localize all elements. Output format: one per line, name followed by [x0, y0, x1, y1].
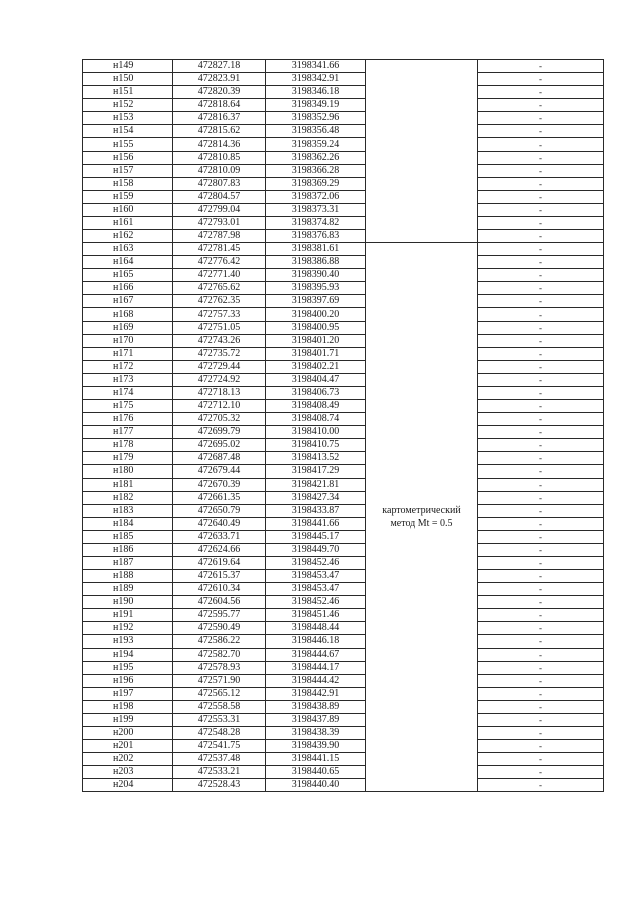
point-name-cell: н167	[83, 295, 173, 308]
x-coordinate-cell: 472781.45	[173, 243, 266, 256]
y-coordinate-cell: 3198439.90	[266, 740, 366, 753]
x-coordinate-cell: 472735.72	[173, 347, 266, 360]
point-name-cell: н196	[83, 674, 173, 687]
table-row	[83, 622, 604, 635]
x-coordinate-cell: 472695.02	[173, 439, 266, 452]
x-coordinate-cell: 472776.42	[173, 256, 266, 269]
x-coordinate-cell: 472679.44	[173, 465, 266, 478]
table-row	[83, 753, 604, 766]
x-coordinate-cell: 472533.21	[173, 766, 266, 779]
x-coordinate-cell: 472743.26	[173, 334, 266, 347]
y-coordinate-cell: 3198401.71	[266, 347, 366, 360]
point-name-cell: н194	[83, 648, 173, 661]
y-coordinate-cell: 3198408.49	[266, 400, 366, 413]
x-coordinate-cell: 472699.79	[173, 426, 266, 439]
x-coordinate-cell: 472724.92	[173, 373, 266, 386]
table-row	[83, 635, 604, 648]
description-cell: -	[478, 426, 604, 439]
point-name-cell: н159	[83, 190, 173, 203]
y-coordinate-cell: 3198401.20	[266, 334, 366, 347]
x-coordinate-cell: 472604.56	[173, 596, 266, 609]
table-row	[83, 596, 604, 609]
point-name-cell: н150	[83, 73, 173, 86]
table-row	[83, 543, 604, 556]
y-coordinate-cell: 3198342.91	[266, 73, 366, 86]
table-row	[83, 334, 604, 347]
description-cell: -	[478, 334, 604, 347]
description-cell: -	[478, 452, 604, 465]
y-coordinate-cell: 3198366.28	[266, 164, 366, 177]
table-row	[83, 400, 604, 413]
description-cell: -	[478, 556, 604, 569]
x-coordinate-cell: 472670.39	[173, 478, 266, 491]
description-cell: -	[478, 203, 604, 216]
x-coordinate-cell: 472537.48	[173, 753, 266, 766]
x-coordinate-cell: 472787.98	[173, 230, 266, 243]
table-row	[83, 360, 604, 373]
point-name-cell: н168	[83, 308, 173, 321]
x-coordinate-cell: 472624.66	[173, 543, 266, 556]
coordinates-table-body	[83, 60, 604, 792]
description-cell: -	[478, 308, 604, 321]
y-coordinate-cell: 3198413.52	[266, 452, 366, 465]
table-row	[83, 112, 604, 125]
x-coordinate-cell: 472718.13	[173, 386, 266, 399]
point-name-cell: н185	[83, 530, 173, 543]
description-cell: -	[478, 73, 604, 86]
table-row	[83, 504, 604, 517]
point-name-cell: н154	[83, 125, 173, 138]
description-cell: -	[478, 282, 604, 295]
table-row	[83, 583, 604, 596]
description-cell: -	[478, 269, 604, 282]
y-coordinate-cell: 3198444.17	[266, 661, 366, 674]
y-coordinate-cell: 3198449.70	[266, 543, 366, 556]
x-coordinate-cell: 472712.10	[173, 400, 266, 413]
y-coordinate-cell: 3198352.96	[266, 112, 366, 125]
point-name-cell: н153	[83, 112, 173, 125]
description-cell: -	[478, 713, 604, 726]
y-coordinate-cell: 3198372.06	[266, 190, 366, 203]
description-cell: -	[478, 740, 604, 753]
table-row	[83, 99, 604, 112]
description-cell: -	[478, 151, 604, 164]
x-coordinate-cell: 472548.28	[173, 726, 266, 739]
y-coordinate-cell: 3198441.15	[266, 753, 366, 766]
y-coordinate-cell: 3198417.29	[266, 465, 366, 478]
table-row	[83, 256, 604, 269]
table-row	[83, 648, 604, 661]
point-name-cell: н157	[83, 164, 173, 177]
y-coordinate-cell: 3198427.34	[266, 491, 366, 504]
table-row	[83, 726, 604, 739]
description-cell: -	[478, 687, 604, 700]
x-coordinate-cell: 472541.75	[173, 740, 266, 753]
point-name-cell: н162	[83, 230, 173, 243]
y-coordinate-cell: 3198356.48	[266, 125, 366, 138]
description-cell: -	[478, 478, 604, 491]
point-name-cell: н152	[83, 99, 173, 112]
description-cell: -	[478, 125, 604, 138]
table-row	[83, 452, 604, 465]
y-coordinate-cell: 3198445.17	[266, 530, 366, 543]
x-coordinate-cell: 472810.85	[173, 151, 266, 164]
y-coordinate-cell: 3198444.42	[266, 674, 366, 687]
table-row	[83, 216, 604, 229]
y-coordinate-cell: 3198400.20	[266, 308, 366, 321]
point-name-cell: н165	[83, 269, 173, 282]
y-coordinate-cell: 3198448.44	[266, 622, 366, 635]
x-coordinate-cell: 472793.01	[173, 216, 266, 229]
point-name-cell: н174	[83, 386, 173, 399]
point-name-cell: н184	[83, 517, 173, 530]
table-row	[83, 151, 604, 164]
x-coordinate-cell: 472827.18	[173, 60, 266, 73]
x-coordinate-cell: 472687.48	[173, 452, 266, 465]
point-name-cell: н151	[83, 86, 173, 99]
x-coordinate-cell: 472590.49	[173, 622, 266, 635]
x-coordinate-cell: 472640.49	[173, 517, 266, 530]
description-cell: -	[478, 766, 604, 779]
point-name-cell: н204	[83, 779, 173, 792]
y-coordinate-cell: 3198369.29	[266, 177, 366, 190]
method-label-line2: метод Mt = 0.5	[390, 518, 453, 530]
x-coordinate-cell: 472558.58	[173, 700, 266, 713]
table-row	[83, 687, 604, 700]
y-coordinate-cell: 3198452.46	[266, 596, 366, 609]
y-coordinate-cell: 3198442.91	[266, 687, 366, 700]
x-coordinate-cell: 472586.22	[173, 635, 266, 648]
y-coordinate-cell: 3198346.18	[266, 86, 366, 99]
description-cell: -	[478, 400, 604, 413]
description-cell: -	[478, 439, 604, 452]
description-cell: -	[478, 596, 604, 609]
method-cell	[366, 243, 478, 792]
y-coordinate-cell: 3198373.31	[266, 203, 366, 216]
point-name-cell: н195	[83, 661, 173, 674]
point-name-cell: н186	[83, 543, 173, 556]
y-coordinate-cell: 3198381.61	[266, 243, 366, 256]
x-coordinate-cell: 472553.31	[173, 713, 266, 726]
x-coordinate-cell: 472705.32	[173, 413, 266, 426]
description-cell: -	[478, 190, 604, 203]
y-coordinate-cell: 3198408.74	[266, 413, 366, 426]
x-coordinate-cell: 472528.43	[173, 779, 266, 792]
description-cell: -	[478, 347, 604, 360]
y-coordinate-cell: 3198451.46	[266, 609, 366, 622]
description-cell: -	[478, 583, 604, 596]
description-cell: -	[478, 216, 604, 229]
description-cell: -	[478, 609, 604, 622]
point-name-cell: н201	[83, 740, 173, 753]
x-coordinate-cell: 472661.35	[173, 491, 266, 504]
description-cell: -	[478, 700, 604, 713]
y-coordinate-cell: 3198453.47	[266, 570, 366, 583]
table-row	[83, 766, 604, 779]
point-name-cell: н199	[83, 713, 173, 726]
y-coordinate-cell: 3198410.75	[266, 439, 366, 452]
table-row	[83, 570, 604, 583]
y-coordinate-cell: 3198444.67	[266, 648, 366, 661]
x-coordinate-cell: 472619.64	[173, 556, 266, 569]
table-row	[83, 86, 604, 99]
point-name-cell: н202	[83, 753, 173, 766]
y-coordinate-cell: 3198397.69	[266, 295, 366, 308]
point-name-cell: н190	[83, 596, 173, 609]
description-cell: -	[478, 86, 604, 99]
description-cell: -	[478, 60, 604, 73]
x-coordinate-cell: 472729.44	[173, 360, 266, 373]
y-coordinate-cell: 3198362.26	[266, 151, 366, 164]
table-row	[83, 491, 604, 504]
description-cell: -	[478, 779, 604, 792]
description-cell: -	[478, 543, 604, 556]
table-row	[83, 203, 604, 216]
method-cell-upper	[366, 60, 478, 243]
y-coordinate-cell: 3198438.89	[266, 700, 366, 713]
table-row	[83, 295, 604, 308]
point-name-cell: н160	[83, 203, 173, 216]
description-cell: -	[478, 256, 604, 269]
table-row	[83, 740, 604, 753]
point-name-cell: н192	[83, 622, 173, 635]
point-name-cell: н166	[83, 282, 173, 295]
point-name-cell: н155	[83, 138, 173, 151]
table-row	[83, 373, 604, 386]
x-coordinate-cell: 472804.57	[173, 190, 266, 203]
description-cell: -	[478, 753, 604, 766]
point-name-cell: н182	[83, 491, 173, 504]
description-cell: -	[478, 360, 604, 373]
table-row	[83, 125, 604, 138]
x-coordinate-cell: 472633.71	[173, 530, 266, 543]
table-row	[83, 60, 604, 73]
y-coordinate-cell: 3198452.46	[266, 556, 366, 569]
point-name-cell: н176	[83, 413, 173, 426]
point-name-cell: н188	[83, 570, 173, 583]
x-coordinate-cell: 472771.40	[173, 269, 266, 282]
x-coordinate-cell: 472818.64	[173, 99, 266, 112]
y-coordinate-cell: 3198433.87	[266, 504, 366, 517]
table-row	[83, 243, 604, 256]
table-row	[83, 282, 604, 295]
x-coordinate-cell: 472610.34	[173, 583, 266, 596]
x-coordinate-cell: 472582.70	[173, 648, 266, 661]
description-cell: -	[478, 243, 604, 256]
x-coordinate-cell: 472751.05	[173, 321, 266, 334]
description-cell: -	[478, 517, 604, 530]
table-row	[83, 517, 604, 530]
description-cell: -	[478, 491, 604, 504]
point-name-cell: н203	[83, 766, 173, 779]
description-cell: -	[478, 661, 604, 674]
x-coordinate-cell: 472815.62	[173, 125, 266, 138]
x-coordinate-cell: 472757.33	[173, 308, 266, 321]
table-row	[83, 609, 604, 622]
table-row	[83, 230, 604, 243]
description-cell: -	[478, 465, 604, 478]
table-row	[83, 347, 604, 360]
point-name-cell: н172	[83, 360, 173, 373]
description-cell: -	[478, 622, 604, 635]
y-coordinate-cell: 3198374.82	[266, 216, 366, 229]
point-name-cell: н179	[83, 452, 173, 465]
description-cell: -	[478, 570, 604, 583]
x-coordinate-cell: 472565.12	[173, 687, 266, 700]
point-name-cell: н164	[83, 256, 173, 269]
point-name-cell: н200	[83, 726, 173, 739]
y-coordinate-cell: 3198376.83	[266, 230, 366, 243]
table-row	[83, 386, 604, 399]
table-row	[83, 478, 604, 491]
y-coordinate-cell: 3198440.40	[266, 779, 366, 792]
y-coordinate-cell: 3198390.40	[266, 269, 366, 282]
x-coordinate-cell: 472578.93	[173, 661, 266, 674]
x-coordinate-cell: 472615.37	[173, 570, 266, 583]
description-cell: -	[478, 726, 604, 739]
table-row	[83, 700, 604, 713]
description-cell: -	[478, 674, 604, 687]
x-coordinate-cell: 472823.91	[173, 73, 266, 86]
table-row	[83, 321, 604, 334]
table-row	[83, 138, 604, 151]
point-name-cell: н149	[83, 60, 173, 73]
point-name-cell: н171	[83, 347, 173, 360]
table-row	[83, 556, 604, 569]
point-name-cell: н189	[83, 583, 173, 596]
point-name-cell: н178	[83, 439, 173, 452]
y-coordinate-cell: 3198446.18	[266, 635, 366, 648]
table-row	[83, 713, 604, 726]
point-name-cell: н187	[83, 556, 173, 569]
point-name-cell: н181	[83, 478, 173, 491]
point-name-cell: н183	[83, 504, 173, 517]
method-label-line1: картометрический	[382, 505, 461, 517]
description-cell: -	[478, 635, 604, 648]
y-coordinate-cell: 3198421.81	[266, 478, 366, 491]
y-coordinate-cell: 3198410.00	[266, 426, 366, 439]
x-coordinate-cell: 472816.37	[173, 112, 266, 125]
x-coordinate-cell: 472810.09	[173, 164, 266, 177]
x-coordinate-cell: 472762.35	[173, 295, 266, 308]
x-coordinate-cell: 472765.62	[173, 282, 266, 295]
table-row	[83, 674, 604, 687]
point-name-cell: н175	[83, 400, 173, 413]
x-coordinate-cell: 472799.04	[173, 203, 266, 216]
table-row	[83, 413, 604, 426]
table-row	[83, 426, 604, 439]
table-row	[83, 661, 604, 674]
description-cell: -	[478, 386, 604, 399]
table-row	[83, 73, 604, 86]
y-coordinate-cell: 3198437.89	[266, 713, 366, 726]
x-coordinate-cell: 472807.83	[173, 177, 266, 190]
description-cell: -	[478, 177, 604, 190]
x-coordinate-cell: 472814.36	[173, 138, 266, 151]
point-name-cell: н198	[83, 700, 173, 713]
y-coordinate-cell: 3198404.47	[266, 373, 366, 386]
y-coordinate-cell: 3198441.66	[266, 517, 366, 530]
point-name-cell: н158	[83, 177, 173, 190]
y-coordinate-cell: 3198453.47	[266, 583, 366, 596]
point-name-cell: н170	[83, 334, 173, 347]
table-row	[83, 465, 604, 478]
table-row	[83, 308, 604, 321]
x-coordinate-cell: 472571.90	[173, 674, 266, 687]
y-coordinate-cell: 3198395.93	[266, 282, 366, 295]
x-coordinate-cell: 472650.79	[173, 504, 266, 517]
y-coordinate-cell: 3198349.19	[266, 99, 366, 112]
table-row	[83, 190, 604, 203]
y-coordinate-cell: 3198440.65	[266, 766, 366, 779]
description-cell: -	[478, 164, 604, 177]
y-coordinate-cell: 3198402.21	[266, 360, 366, 373]
description-cell: -	[478, 413, 604, 426]
y-coordinate-cell: 3198341.66	[266, 60, 366, 73]
point-name-cell: н177	[83, 426, 173, 439]
point-name-cell: н180	[83, 465, 173, 478]
y-coordinate-cell: 3198400.95	[266, 321, 366, 334]
description-cell: -	[478, 295, 604, 308]
table-row	[83, 530, 604, 543]
description-cell: -	[478, 648, 604, 661]
description-cell: -	[478, 530, 604, 543]
point-name-cell: н197	[83, 687, 173, 700]
y-coordinate-cell: 3198406.73	[266, 386, 366, 399]
point-name-cell: н169	[83, 321, 173, 334]
point-name-cell: н161	[83, 216, 173, 229]
description-cell: -	[478, 99, 604, 112]
table-row	[83, 177, 604, 190]
point-name-cell: н156	[83, 151, 173, 164]
description-cell: -	[478, 112, 604, 125]
point-name-cell: н191	[83, 609, 173, 622]
y-coordinate-cell: 3198438.39	[266, 726, 366, 739]
table-row	[83, 269, 604, 282]
point-name-cell: н173	[83, 373, 173, 386]
description-cell: -	[478, 138, 604, 151]
point-name-cell: н193	[83, 635, 173, 648]
x-coordinate-cell: 472595.77	[173, 609, 266, 622]
table-row	[83, 439, 604, 452]
description-cell: -	[478, 504, 604, 517]
description-cell: -	[478, 321, 604, 334]
table-row	[83, 164, 604, 177]
description-cell: -	[478, 373, 604, 386]
table-row	[83, 779, 604, 792]
description-cell: -	[478, 230, 604, 243]
y-coordinate-cell: 3198359.24	[266, 138, 366, 151]
y-coordinate-cell: 3198386.88	[266, 256, 366, 269]
coordinates-table	[82, 59, 604, 792]
point-name-cell: н163	[83, 243, 173, 256]
x-coordinate-cell: 472820.39	[173, 86, 266, 99]
